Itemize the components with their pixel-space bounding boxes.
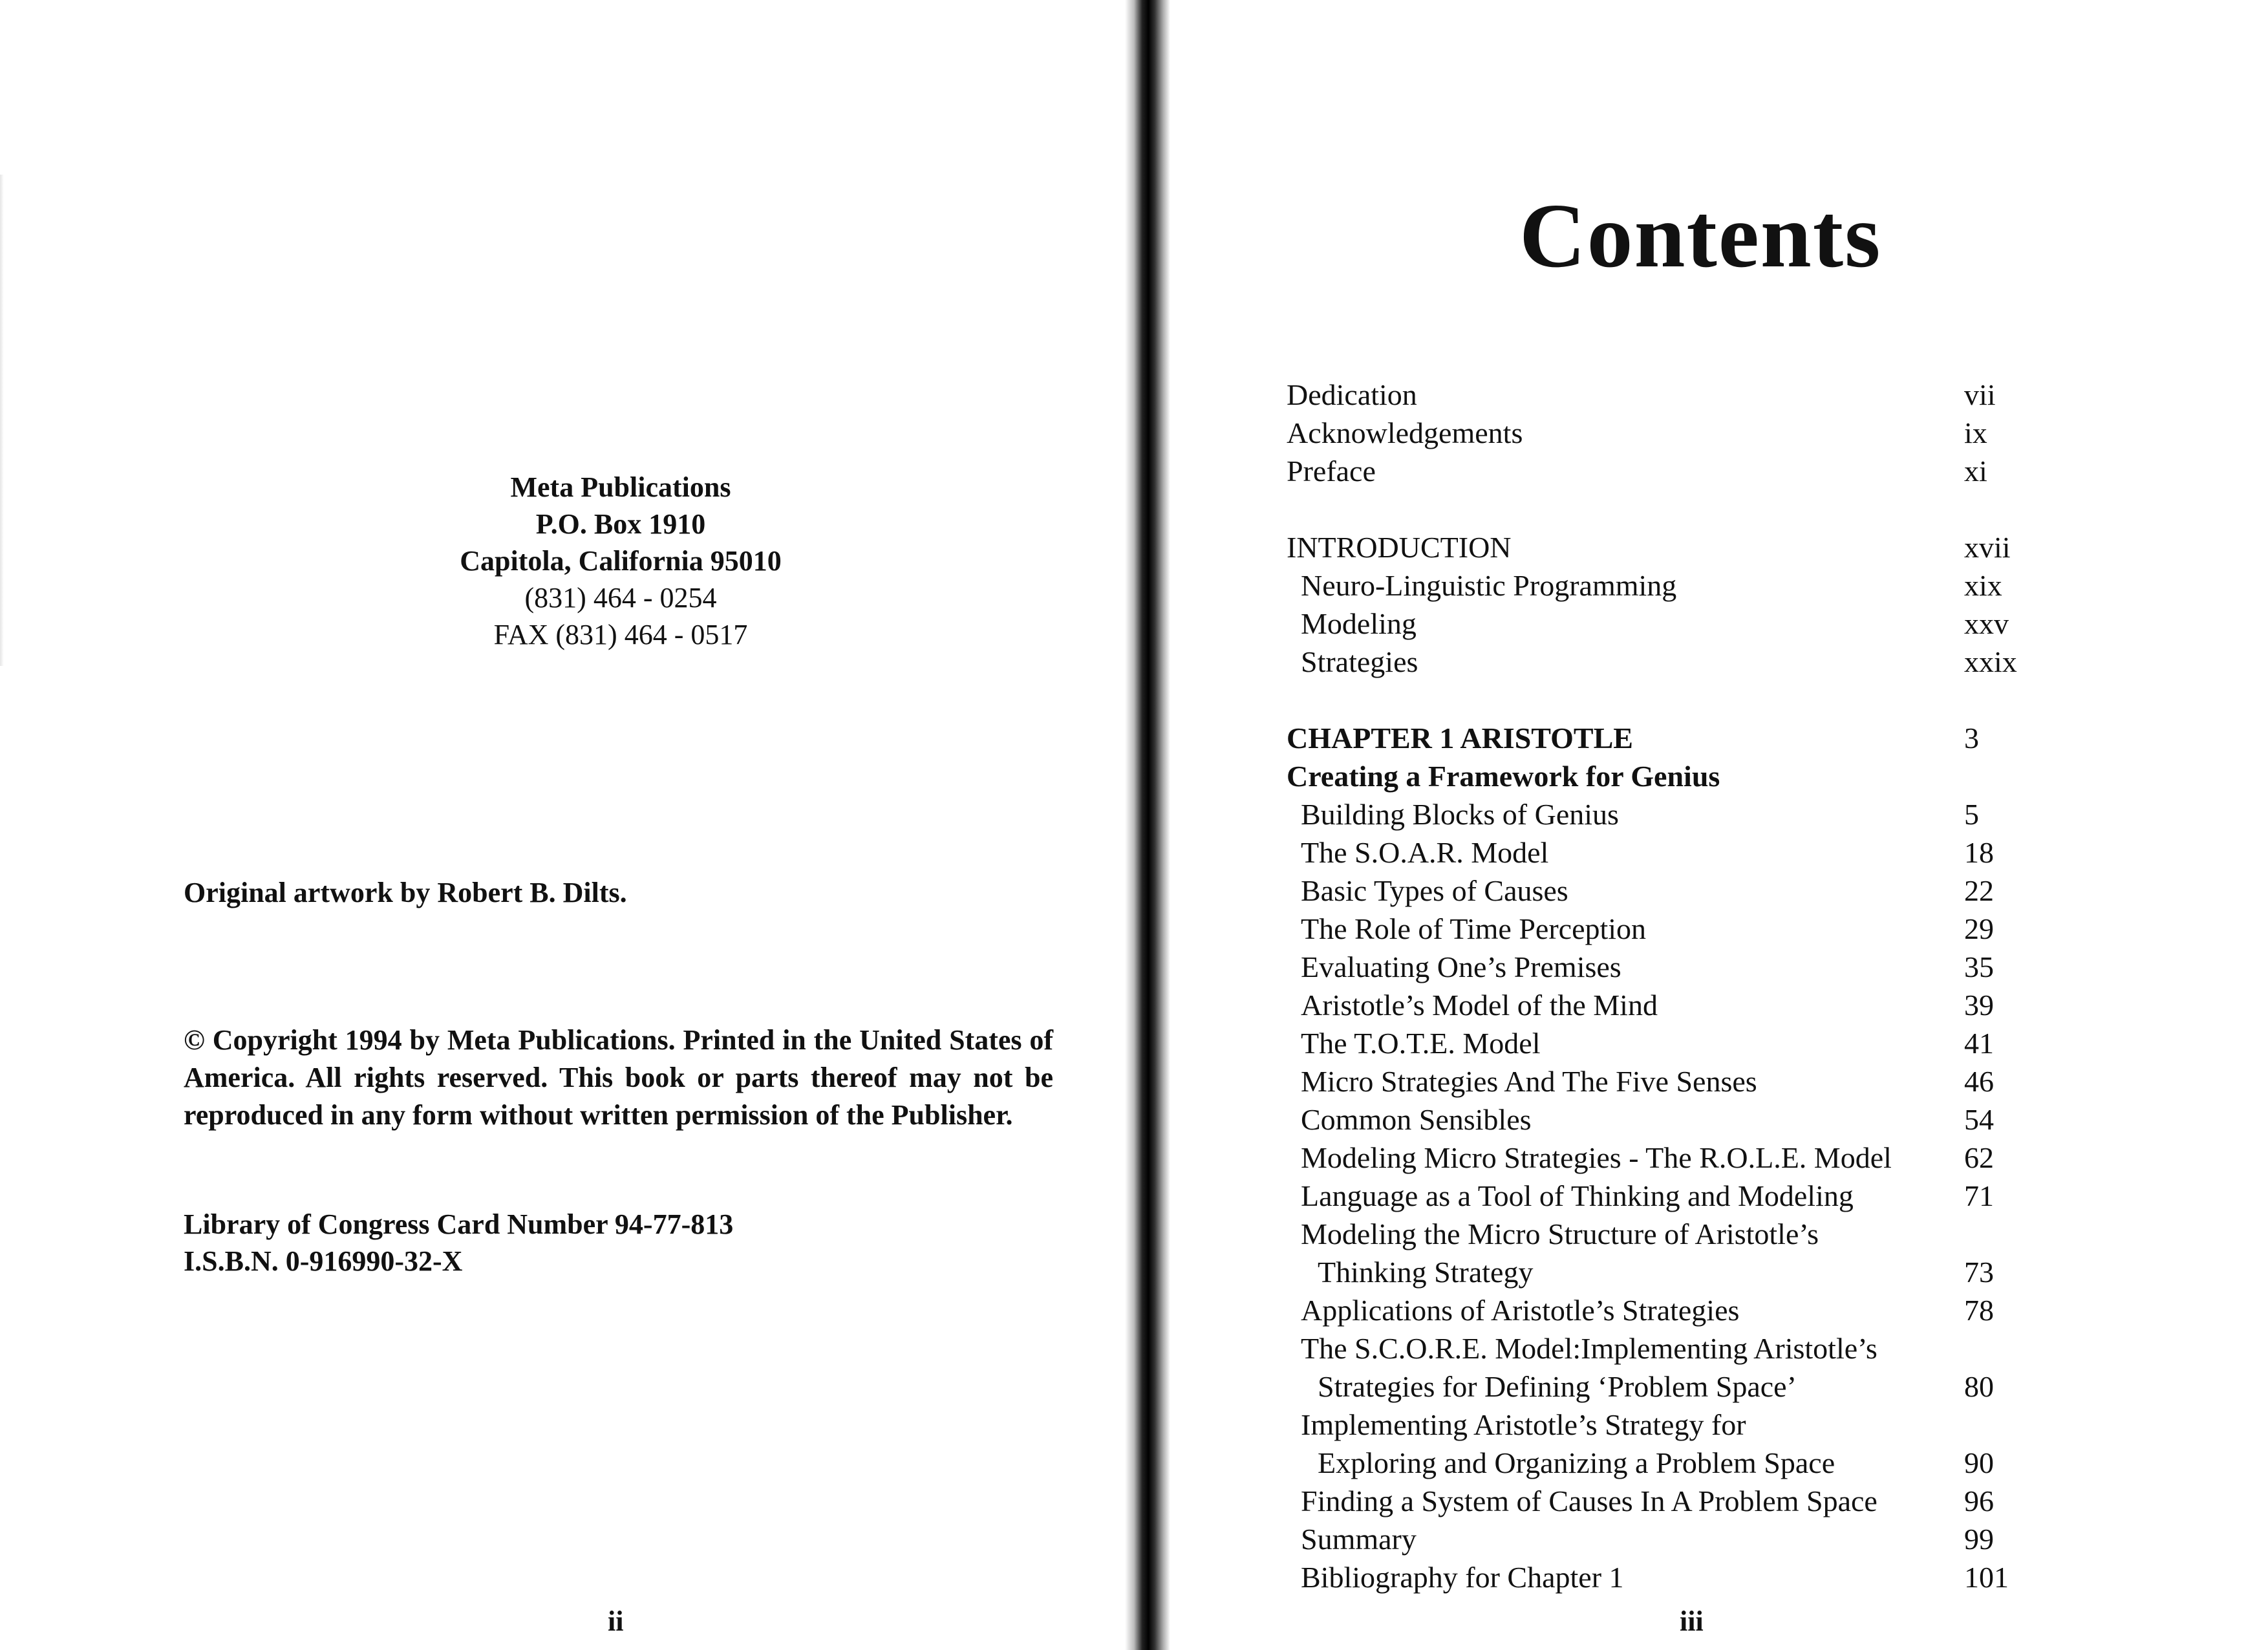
toc-entry-page: 90 <box>1964 1446 1994 1479</box>
publisher-address-2: Capitola, California 95010 <box>460 545 782 577</box>
toc-entry-page: 71 <box>1964 1179 1994 1212</box>
toc-entry-title: Language as a Tool of Thinking and Modeling <box>1301 1179 1854 1212</box>
toc-entry-title: The S.C.O.R.E. Model:Implementing Aristotle’s <box>1301 1332 1878 1365</box>
toc-entry-title: Acknowledgements <box>1287 416 1523 449</box>
toc-entry-page: 29 <box>1964 912 1994 945</box>
copyright-notice: © Copyright 1994 by Meta Publications. Printed in the United States of America. All rights reserved. This book or parts thereof may not be reproduced in any form without written permission of the Publisher. <box>184 1024 1053 1131</box>
toc-entry-page: xvii <box>1964 531 2011 564</box>
artwork-credit: Original artwork by Robert B. Dilts. <box>184 877 627 908</box>
catalog-block <box>184 1206 733 1280</box>
toc-entry-title: Bibliography for Chapter 1 <box>1301 1561 1624 1594</box>
toc-entry-title: The Role of Time Perception <box>1301 912 1647 945</box>
toc-entry-page: 46 <box>1964 1065 1994 1098</box>
right-page <box>1157 0 2268 1650</box>
right-page-number: iii <box>1680 1605 1704 1637</box>
toc-entry-title: Neuro-Linguistic Programming <box>1301 569 1677 602</box>
toc-entry-title: Modeling the Micro Structure of Aristotle’s <box>1301 1217 1819 1250</box>
toc-entry-page: 73 <box>1964 1256 1994 1289</box>
toc-entry-page: 5 <box>1964 798 1979 831</box>
toc-entry-page: xix <box>1964 569 2002 602</box>
toc-entry-page: 35 <box>1964 950 1994 983</box>
publisher-address-1: P.O. Box 1910 <box>535 508 706 540</box>
toc-entry-title: Evaluating One’s Premises <box>1301 950 1621 983</box>
toc-entry-page: 41 <box>1964 1027 1994 1060</box>
toc-entry-title: Micro Strategies And The Five Senses <box>1301 1065 1757 1098</box>
toc-entry-page: 78 <box>1964 1294 1994 1327</box>
toc-entry-title: Thinking Strategy <box>1318 1256 1534 1289</box>
toc-entry-title: Applications of Aristotle’s Strategies <box>1301 1294 1740 1327</box>
toc-entry-title: Implementing Aristotle’s Strategy for <box>1301 1408 1746 1441</box>
toc-entry-page: 101 <box>1964 1561 2009 1594</box>
toc-entry-title: INTRODUCTION <box>1287 531 1512 564</box>
toc-entry-title: Finding a System of Causes In A Problem Space <box>1301 1484 1878 1517</box>
toc-entry-title: Modeling <box>1301 607 1417 640</box>
isbn: I.S.B.N. 0-916990-32-X <box>184 1245 463 1277</box>
toc-entry-page: ix <box>1964 416 1987 449</box>
toc-entry-page: 96 <box>1964 1484 1994 1517</box>
toc-entry-title: Preface <box>1287 455 1376 488</box>
toc-entry-title: Basic Types of Causes <box>1301 874 1568 907</box>
toc-entry-page: 3 <box>1964 722 1979 755</box>
toc-entry-title: Exploring and Organizing a Problem Space <box>1318 1446 1835 1479</box>
publisher-block <box>362 469 879 653</box>
toc-entry-page: 22 <box>1964 874 1994 907</box>
library-of-congress-number: Library of Congress Card Number 94-77-813 <box>184 1208 734 1240</box>
toc-entry-title: Dedication <box>1287 378 1417 411</box>
toc-entry-title: Strategies <box>1301 645 1418 678</box>
toc-entry-title: Modeling Micro Strategies - The R.O.L.E. Model <box>1301 1141 1892 1174</box>
toc-entry-page: 54 <box>1964 1103 1994 1136</box>
toc-entry-page: xxix <box>1964 645 2017 678</box>
toc-entry-title: Building Blocks of Genius <box>1301 798 1619 831</box>
publisher-fax: FAX (831) 464 - 0517 <box>493 619 748 650</box>
contents-title: Contents <box>1519 184 1882 286</box>
toc-entry-page: 62 <box>1964 1141 1994 1174</box>
publisher-name: Meta Publications <box>510 471 731 503</box>
toc-entry-title: Creating a Framework for Genius <box>1287 760 1720 793</box>
toc-entry-title: The S.O.A.R. Model <box>1301 836 1549 869</box>
toc-entry-title: CHAPTER 1 ARISTOTLE <box>1287 722 1633 755</box>
toc-entry-page: 18 <box>1964 836 1994 869</box>
toc-entry-page: 80 <box>1964 1370 1994 1403</box>
toc-entry-page: vii <box>1964 378 1996 411</box>
toc-entry-page: 39 <box>1964 989 1994 1022</box>
publisher-phone: (831) 464 - 0254 <box>524 582 717 614</box>
left-page-number: ii <box>608 1605 624 1637</box>
toc-entry-title: Strategies for Defining ‘Problem Space’ <box>1318 1370 1797 1403</box>
toc-entry-title: Aristotle’s Model of the Mind <box>1301 989 1658 1022</box>
toc-entry-title: Common Sensibles <box>1301 1103 1532 1136</box>
toc-entry-title: Summary <box>1301 1523 1417 1556</box>
toc-entry-page: xxv <box>1964 607 2009 640</box>
toc-entry-page: 99 <box>1964 1523 1994 1556</box>
toc-entry-page: xi <box>1964 455 1987 488</box>
toc-entry-title: The T.O.T.E. Model <box>1301 1027 1541 1060</box>
